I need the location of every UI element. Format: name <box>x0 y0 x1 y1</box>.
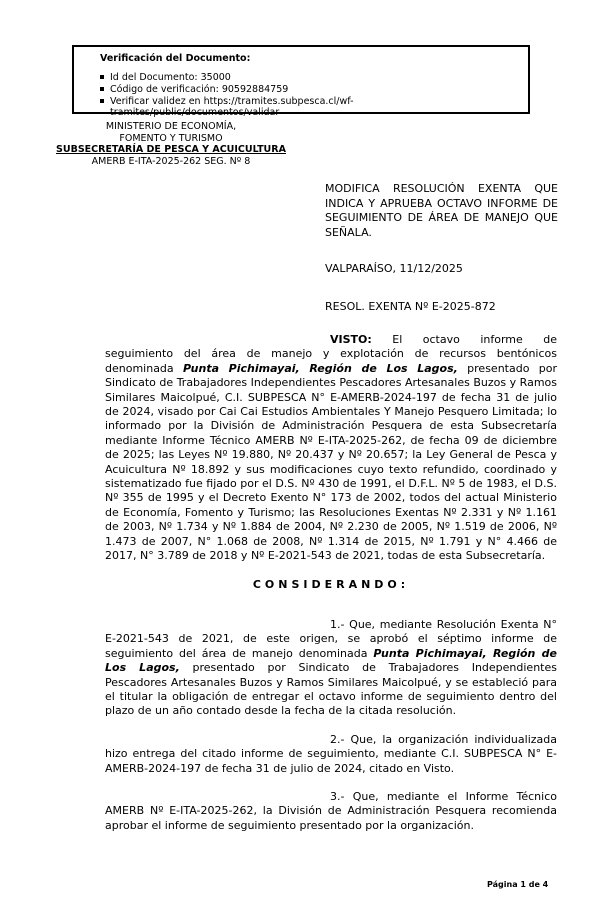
resolution-number: RESOL. EXENTA Nº E-2025-872 <box>325 300 496 313</box>
considerando-paragraph-2: 2.- Que, la organización individualizada hizo entrega del citado informe de seguimiento, mediante C.I. SUBPESCA N° E-AMERB-2024-197 de fecha 31 de julio de 2024, citado en Visto. <box>105 732 557 775</box>
visto-paragraph: VISTO: El octavo informe de seguimiento del área de manejo y explotación de recursos bentónicos denominada Punta Pichimayai, Región de Los Lagos, presentado por Sindicato de Trabajadores Independientes Pescadores Artesanales Buzos y Ramos Similares Maicolpué, C.I. SUBPESCA N° E-AMERB-2024-197 de fecha 31 de julio de 2024, visado por Cai Cai Estudios Ambientales Y Manejo Pesquero Limitada; lo informado por la División de Administración Pesquera de esta Subsecretaría mediante Informe Técnico AMERB Nº E-ITA-2025-262, de fecha 09 de diciembre de 2025; las Leyes Nº 19.880, Nº 20.437 y Nº 20.657; la Ley General de Pesca y Acuicultura Nº 18.892 y sus modificaciones cuyo texto refundido, coordinado y sistematizado fue fijado por el D.S. Nº 430 de 1991, el D.F.L. Nº 5 de 1983, el D.S. Nº 355 de 1995 y el Decreto Exento N° 173 de 2002, todos del actual Ministerio de Economía, Fomento y Turismo; las Resoluciones Exentas Nº 2.331 y Nº 1.161 de 2003, Nº 1.734 y Nº 1.884 de 2004, Nº 2.230 de 2005, Nº 1.519 de 2006, Nº 1.473 de 2007, N° 1.068 de 2008, Nº 1.314 de 2015, Nº 1.791 y N° 4.466 de 2017, N° 3.789 de 2018 y Nº E-2021-543 de 2021, todas de esta Subsecretaría. <box>105 333 557 563</box>
bullet-icon <box>100 87 104 91</box>
subsecretaria-line: SUBSECRETARÍA DE PESCA Y ACUICULTURA <box>56 144 286 155</box>
considerando-heading: CONSIDERANDO: <box>252 577 410 591</box>
amerb-reference-line: AMERB E-ITA-2025-262 SEG. Nº 8 <box>91 155 251 167</box>
bullet-icon <box>100 99 104 103</box>
verification-item-url <box>100 96 520 118</box>
verification-url: Verificar validez en https://tramites.subpesca.cl/wf-tramites/public/documentos/validar <box>110 96 354 118</box>
page-number-footer: Página 1 de 4 <box>487 880 549 889</box>
considerando-paragraph-1: 1.- Que, mediante Resolución Exenta N° E-2021-543 de 2021, de este origen, se aprobó el séptimo informe de seguimiento del área de manejo denominada Punta Pichimayai, Región de Los Lagos, presentado por Sindicato de Trabajadores Independientes Pescadores Artesanales Buzos y Ramos Similares Maicolpué, y se estableció para el titular la obligación de entregar el octavo informe de seguimiento dentro del plazo de un año contado desde la fecha de la citada resolución. <box>105 617 557 718</box>
bullet-icon <box>100 75 104 79</box>
resolution-subject: MODIFICA RESOLUCIÓN EXENTA QUE INDICA Y APRUEBA OCTAVO INFORME DE SEGUIMIENTO DE ÁREA DE MANEJO QUE SEÑALA. <box>325 182 558 239</box>
verification-document-id: Id del Documento: 35000 <box>110 72 231 83</box>
ministry-line-2: FOMENTO Y TURISMO <box>119 132 223 144</box>
verification-item-code <box>100 84 520 95</box>
resolution-body <box>105 333 557 833</box>
ministry-letterhead <box>28 121 314 167</box>
verification-title: Verificación del Documento: <box>100 53 251 64</box>
considerando-paragraph-3: 3.- Que, mediante el Informe Técnico AMERB Nº E-ITA-2025-262, la División de Administración Pesquera recomienda aprobar el informe de seguimiento presentado por la organización. <box>105 789 557 832</box>
verification-code: Código de verificación: 90592884759 <box>110 84 289 95</box>
verification-box <box>72 45 530 118</box>
ministry-line-1: MINISTERIO DE ECONOMÍA, <box>105 121 237 132</box>
place-and-date: VALPARAÍSO, 11/12/2025 <box>325 262 463 275</box>
verification-item-document-id <box>100 72 520 83</box>
